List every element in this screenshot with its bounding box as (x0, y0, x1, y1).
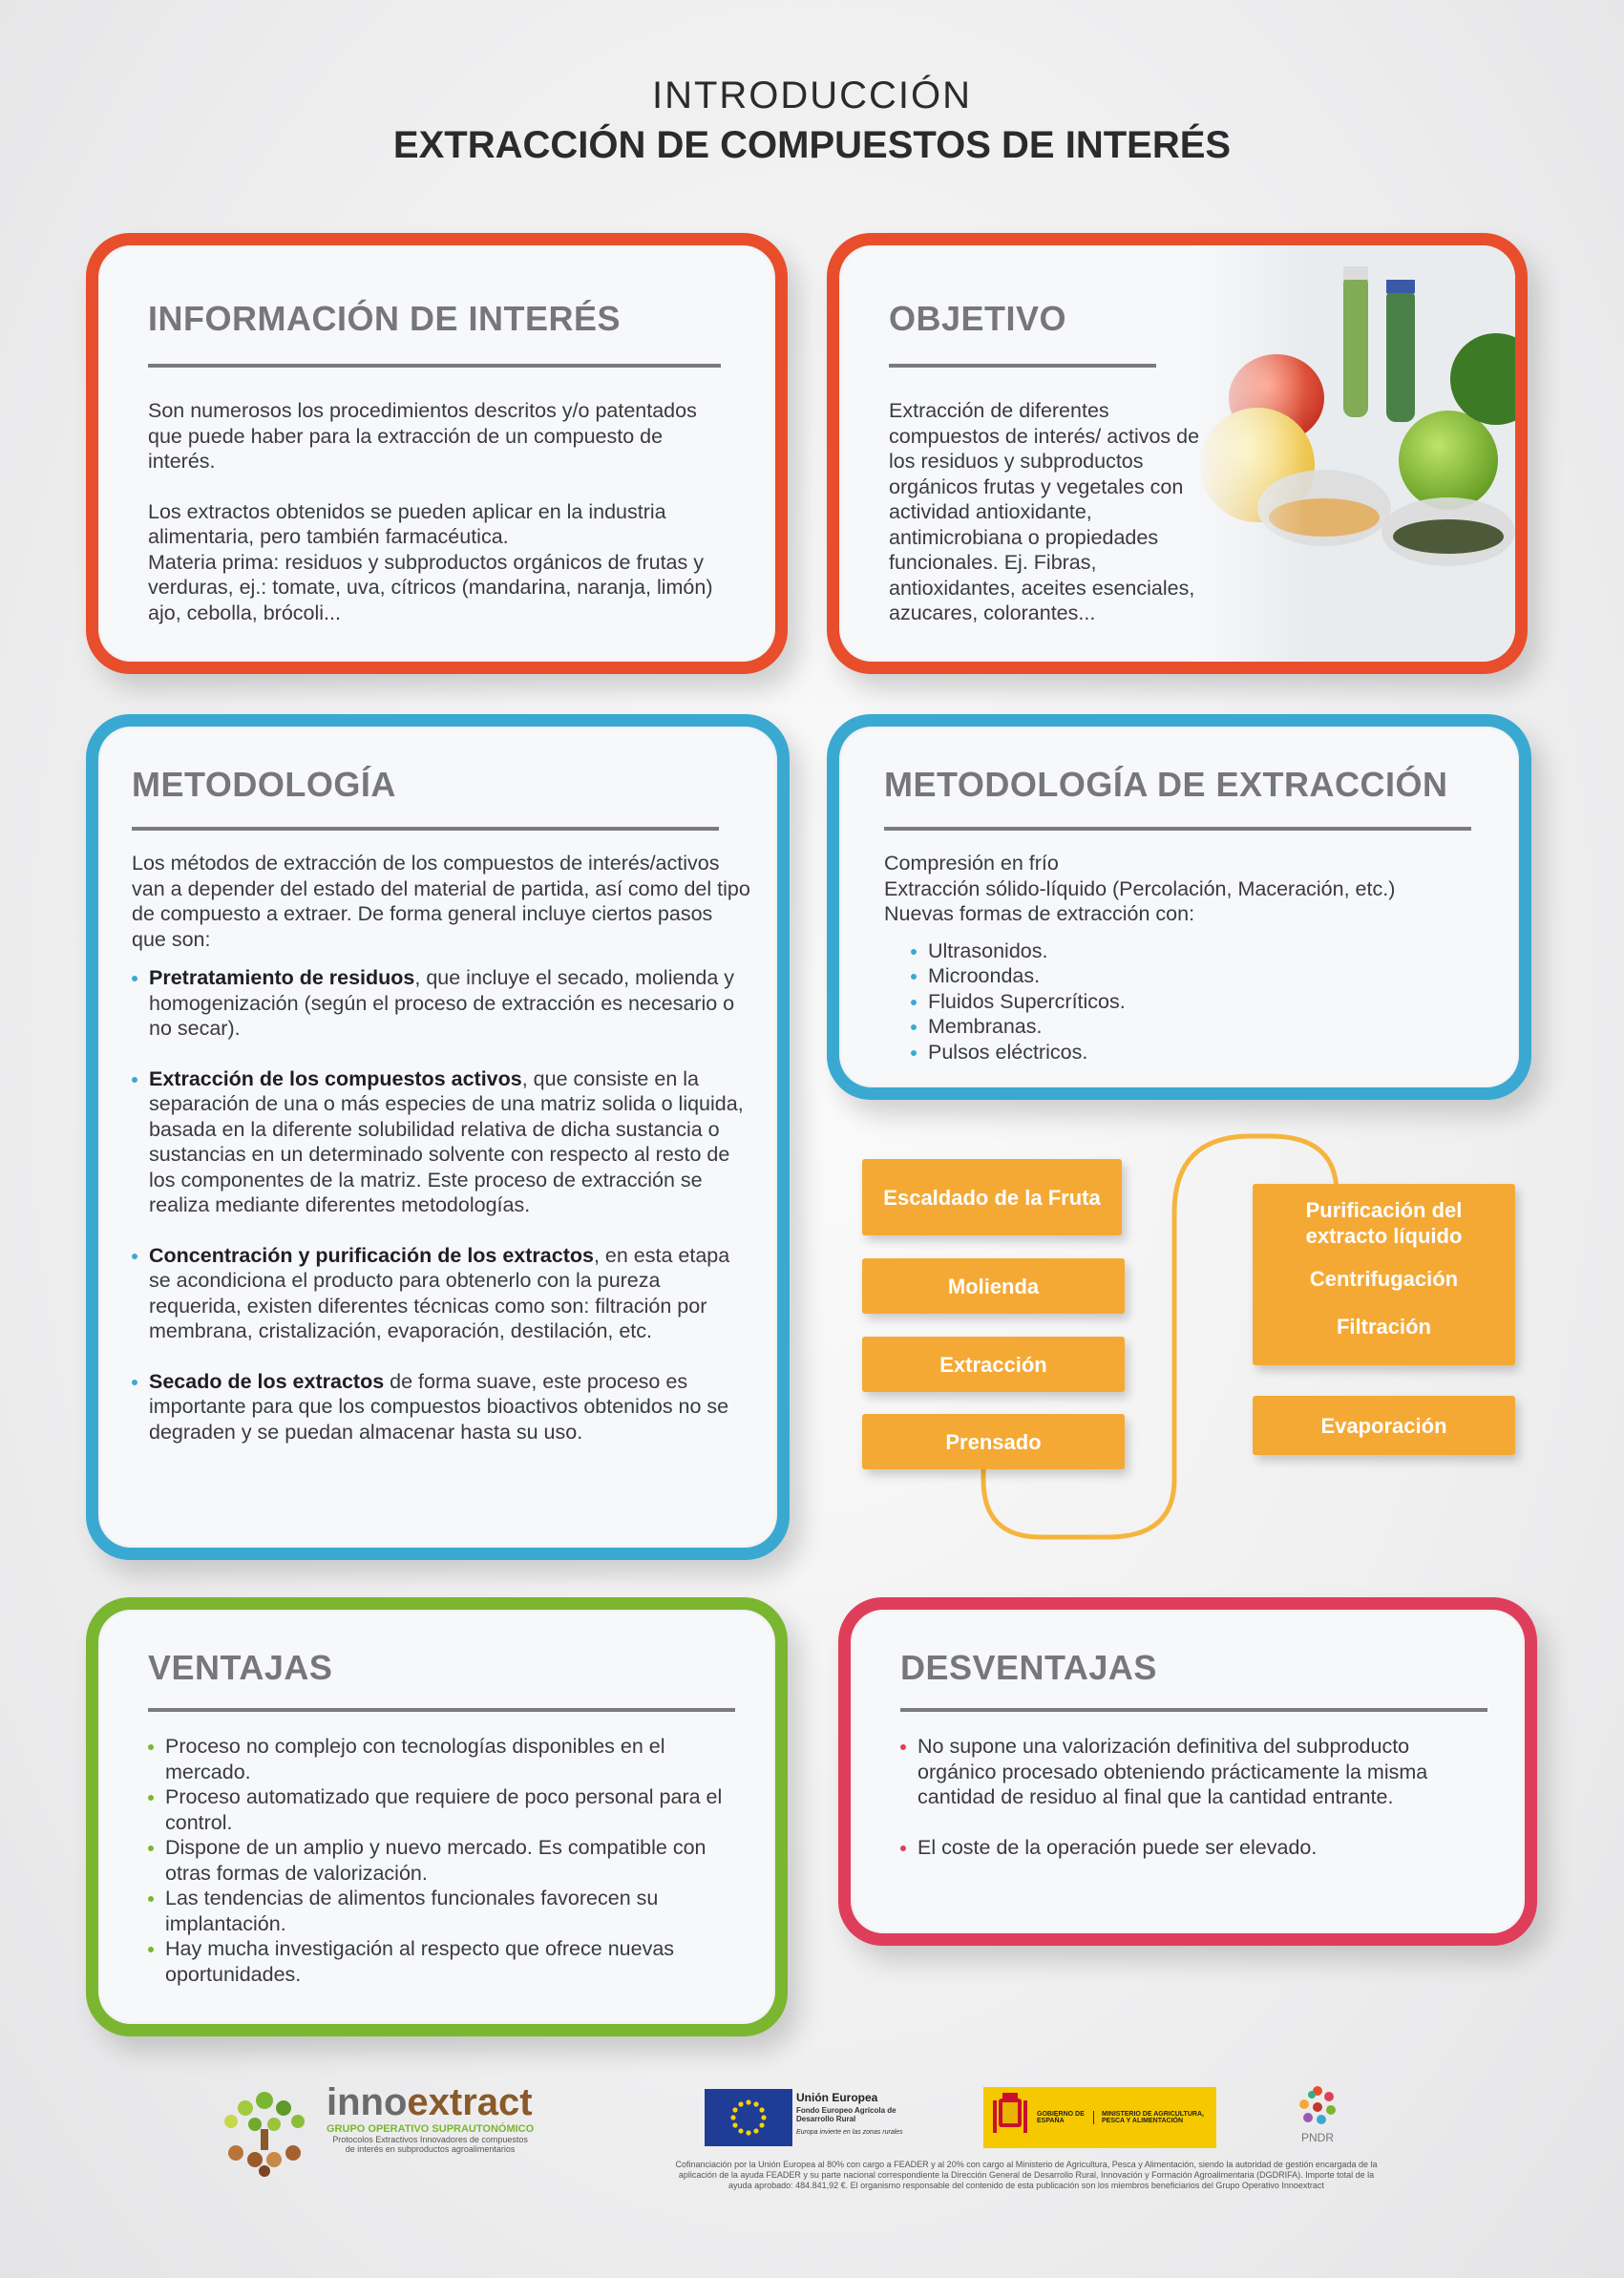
gov-label: GOBIERNO DE ESPAÑA (1037, 2111, 1094, 2124)
info-title: INFORMACIÓN DE INTERÉS (148, 299, 622, 338)
list-item: Dispone de un amplio y nuevo mercado. Es compatible con otras formas de valorización. (148, 1835, 740, 1886)
flow-step-milling: Molienda (862, 1258, 1125, 1314)
innoextract-tree-logo (212, 2081, 317, 2177)
flow-step-purification (1253, 1184, 1515, 1365)
advantages-text (148, 1734, 740, 1987)
page-supertitle: INTRODUCCIÓN (651, 74, 973, 116)
list-item: Concentración y purificación de los extractos, en esta etapa se acondiciona el producto para obtenerlo con la pureza requerida, existen diferentes técnicas como son: filtración por membrana, cristalización, evaporación, destilación, etc. (132, 1243, 752, 1344)
eu-title: Unión Europea (796, 2091, 878, 2104)
info-paragraph: Materia prima: residuos y subproductos orgánicos de frutas y verduras, ej.: tomate, uva, cítricos (mandarina, naranja, limón) ajo, cebolla, brócoli... (148, 550, 713, 624)
advantages-title: VENTAJAS (148, 1648, 333, 1687)
list-item: Secado de los extractos de forma suave, este proceso es importante para que los compuestos bioactivos obtenidos no se degraden y se puedan almacenar hasta su uso. (132, 1369, 752, 1445)
methodology-intro: Los métodos de extracción de los compuestos de interés/activos van a depender del estado del material de partida, así como del tipo de compuesto a extraer. De forma general incluye ciertos pasos que son: (132, 852, 750, 951)
brand-inno: inno (327, 2081, 408, 2123)
flow-step-pressing: Prensado (862, 1414, 1125, 1469)
centrifugation-label: Centrifugación (1309, 1267, 1459, 1291)
brand-subtitle: Protocolos Extractivos Innovadores de compuestos (332, 2135, 528, 2144)
brand-tag: GRUPO OPERATIVO SUPRAUTONÓMICO (327, 2123, 535, 2135)
eu-stars-icon (705, 2089, 792, 2146)
list-item: El coste de la operación puede ser elevado. (900, 1835, 1487, 1861)
method-line: Compresión en frío (884, 852, 1059, 875)
method-line: Extracción sólido-líquido (Percolación, Maceración, etc.) (884, 876, 1396, 900)
brand-extract: extract (407, 2081, 533, 2123)
list-item: Microondas. (911, 963, 1495, 989)
list-item: Fluidos Supercríticos. (911, 989, 1495, 1015)
list-item: Proceso no complejo con tecnologías disponibles en el mercado. (148, 1734, 740, 1784)
list-item: Ultrasonidos. (911, 939, 1495, 964)
purification-label: Purificación del extracto líquido (1305, 1198, 1463, 1248)
extraction-methods-text (884, 851, 1495, 1065)
list-item: Extracción de los compuestos activos, que consiste en la separación de una o más especies de una matriz solida o liquida, basada en la diferente solubilidad relativa de dicha sustancia o sustancias en un determinado solvente con respecto al resto de los componentes de la matriz. Este proceso de extracción se realiza mediante diferentes metodologías. (132, 1066, 752, 1218)
spain-government-logo (983, 2087, 1216, 2148)
list-item: Las tendencias de alimentos funcionales favorecen su implantación. (148, 1886, 740, 1936)
eu-text (796, 2091, 930, 2136)
list-item: Proceso automatizado que requiere de poco personal para el control. (148, 1784, 740, 1835)
pndr-logo (1293, 2081, 1342, 2131)
objective-card (827, 233, 1528, 674)
extraction-methods-divider (884, 827, 1471, 831)
objective-title: OBJETIVO (889, 299, 1067, 338)
methodology-divider (132, 827, 719, 831)
page-title: EXTRACCIÓN DE COMPUESTOS DE INTERÉS (392, 124, 1232, 166)
eu-logo (705, 2089, 792, 2146)
flow-step-evaporation: Evaporación (1253, 1396, 1515, 1455)
list-item: Pulsos eléctricos. (911, 1040, 1495, 1065)
info-divider (148, 364, 721, 368)
brand-subtitle: de interés en subproductos agroalimentarios (345, 2144, 516, 2154)
list-item: Membranas. (911, 1014, 1495, 1040)
disadvantages-divider (900, 1708, 1487, 1712)
pndr-label: PNDR (1300, 2131, 1334, 2144)
coat-of-arms-icon (989, 2091, 1031, 2144)
extraction-methods-card (827, 714, 1531, 1100)
flow-step-blanching: Escaldado de la Fruta (862, 1159, 1122, 1235)
advantages-divider (148, 1708, 735, 1712)
eu-subtitle: Fondo Europeo Agrícola de Desarrollo Rural (796, 2106, 896, 2123)
lab-samples-image (1191, 245, 1515, 662)
disadvantages-text (900, 1734, 1487, 1885)
disadvantages-title: DESVENTAJAS (900, 1648, 1157, 1687)
flow-step-extraction: Extracción (862, 1337, 1125, 1392)
info-card (86, 233, 788, 674)
innoextract-logo (327, 2083, 534, 2154)
disadvantages-card (838, 1597, 1537, 1946)
ministry-label: MINISTERIO DE AGRICULTURA, PESCA Y ALIMENTACIÓN (1102, 2111, 1204, 2124)
list-item: Pretratamiento de residuos, que incluye el secado, molienda y homogenización (según el proceso de extracción es necesario o no secar). (132, 965, 752, 1042)
info-paragraph: Los extractos obtenidos se pueden aplicar en la industria alimentaria, pero también farmacéutica. (148, 499, 666, 548)
objective-divider (889, 364, 1156, 368)
info-text (148, 398, 721, 625)
filtration-label: Filtración (1336, 1315, 1431, 1339)
objective-text: Extracción de diferentes compuestos de interés/ activos de los residuos y subproductos orgánicos frutas y vegetales con actividad antioxidante, antimicrobiana o propiedades funcionales. Ej. Fibras, antioxidantes, aceites esenciales, azucares, colorantes... (889, 399, 1200, 624)
extraction-methods-title: METODOLOGÍA DE EXTRACCIÓN (884, 765, 1448, 804)
method-line: Nuevas formas de extracción con: (884, 902, 1195, 925)
list-item: Hay mucha investigación al respecto que ofrece nuevas oportunidades. (148, 1936, 740, 1987)
methodology-card (86, 714, 790, 1560)
funding-note: Cofinanciación por la Unión Europea al 80% con cargo a FEADER y al 20% con cargo al Ministerio de Agricultura, Pesca y Alimentación, siendo la autoridad de gestión encargada de la aplicación de la ayuda FEADER y su parte nacional correspondiente la Dirección General de Desarrollo Rural, Innovación y Formación Agroalimentaria (DGDRIFA). Importe total de la ayuda aprobado: 484.841,92 €. El organismo responsable del contenido de esta publicación son los miembros beneficiarios del Grupo Operativo Innoextract (675, 2160, 1378, 2190)
info-paragraph: Son numerosos los procedimientos descritos y/o patentados que puede haber para la extracción de un compuesto de interés. (148, 399, 697, 473)
methodology-text (132, 851, 752, 1469)
eu-motto: Europa invierte en las zonas rurales (796, 2129, 903, 2136)
advantages-card (86, 1597, 788, 2036)
list-item: No supone una valorización definitiva del subproducto orgánico procesado obteniendo prácticamente la misma cantidad de residuo al final que la cantidad entrante. (900, 1734, 1487, 1810)
methodology-title: METODOLOGÍA (132, 765, 396, 804)
